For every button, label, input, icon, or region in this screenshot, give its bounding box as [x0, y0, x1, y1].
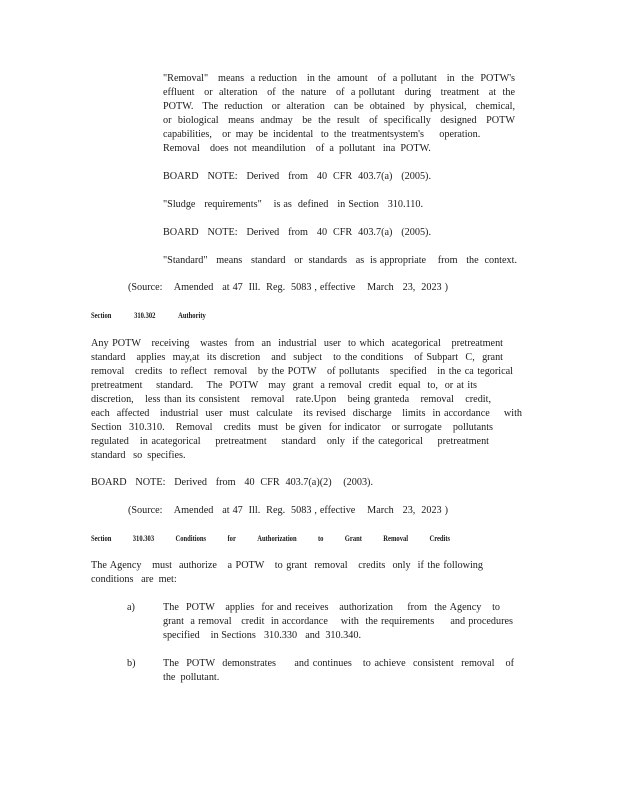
text-line: the pollutant.: [163, 672, 220, 683]
section-title-word: Authorization: [257, 534, 297, 543]
text-line: effluent or alteration of the nature of a pollutant during treatment at the: [163, 87, 515, 98]
text-line: standard applies may,at its discretion and subject to the conditions of Subpart C, grant: [91, 352, 503, 363]
section-title-word: to: [317, 534, 324, 543]
text-line: specified in Sections 310.330 and 310.340.: [163, 630, 361, 641]
text-line: capabilities, or may be incidental to the treatmentsystem's operation.: [163, 129, 481, 140]
list-item-label: b): [127, 658, 136, 669]
text-line: conditions are met:: [91, 574, 177, 585]
definition-removal: [163, 72, 515, 156]
section-title-word: for: [227, 534, 236, 543]
text-line: The Agency must authorize a POTW to grant removal credits only if the following: [91, 560, 483, 571]
source-note: (Source: Amended at 47 Ill. Reg. 5083 , effective March 23, 2023 ): [128, 505, 448, 516]
section-title-word: Credits: [429, 534, 451, 543]
section-title-word: Conditions: [175, 534, 207, 543]
text-line: The POTW demonstrates and continues to achieve consistent removal of: [163, 658, 514, 669]
section-label: Section: [91, 534, 112, 543]
text-line: Any POTW receiving wastes from an industrial user to which acategorical pretreatment: [91, 338, 503, 349]
definition-sludge: "Sludge requirements" is as defined in Section 310.110.: [163, 199, 423, 210]
section-heading: [91, 534, 450, 544]
list-item-b: [163, 657, 514, 685]
text-line: or biological means andmay be the result of specifically designed POTW: [163, 115, 515, 126]
text-line: grant a removal credit in accordance with the requirements and procedures: [163, 616, 513, 627]
board-note: BOARD NOTE: Derived from 40 CFR 403.7(a) (2005).: [163, 171, 431, 182]
text-line: POTW. The reduction or alteration can be obtained by physical, chemical,: [163, 101, 515, 112]
text-line: pretreatment standard. The POTW may grant a removal credit equal to, or at its: [91, 380, 477, 391]
section-title-word: Grant: [344, 534, 362, 543]
list-item-a: [163, 601, 513, 643]
source-note: (Source: Amended at 47 Ill. Reg. 5083 , effective March 23, 2023 ): [128, 282, 448, 293]
section-title-word: Removal: [383, 534, 409, 543]
section-label: Section: [91, 311, 112, 320]
text-line: each affected industrial user must calculate its revised discharge limits in accordance with: [91, 408, 522, 419]
section-title: Authority: [178, 311, 206, 320]
board-note: BOARD NOTE: Derived from 40 CFR 403.7(a)(2) (2003).: [91, 477, 373, 488]
section-302-body: [91, 337, 522, 463]
text-line: regulated in acategorical pretreatment standard only if the categorical pretreatment: [91, 436, 489, 447]
text-line: "Removal" means a reduction in the amount of a pollutant in the POTW's: [163, 73, 515, 84]
section-heading: [91, 311, 206, 321]
board-note: BOARD NOTE: Derived from 40 CFR 403.7(a) (2005).: [163, 227, 431, 238]
list-item-label: a): [127, 602, 135, 613]
text-line: The POTW applies for and receives authorization from the Agency to: [163, 602, 500, 613]
text-line: Section 310.310. Removal credits must be given for indicator or surrogate pollutants: [91, 422, 493, 433]
section-number: 310.302: [134, 311, 156, 320]
text-line: removal credits to reflect removal by the POTW of pollutants specified in the ca tegorical: [91, 366, 513, 377]
text-line: Removal does not meandilution of a pollutant ina POTW.: [163, 143, 431, 154]
text-line: discretion, less than its consistent removal rate.Upon being granteda removal credit,: [91, 394, 491, 405]
text-line: standard so specifies.: [91, 450, 186, 461]
section-303-intro: [91, 559, 483, 587]
definition-standard: "Standard" means standard or standards as is appropriate from the context.: [163, 255, 517, 266]
section-number: 310.303: [132, 534, 155, 543]
